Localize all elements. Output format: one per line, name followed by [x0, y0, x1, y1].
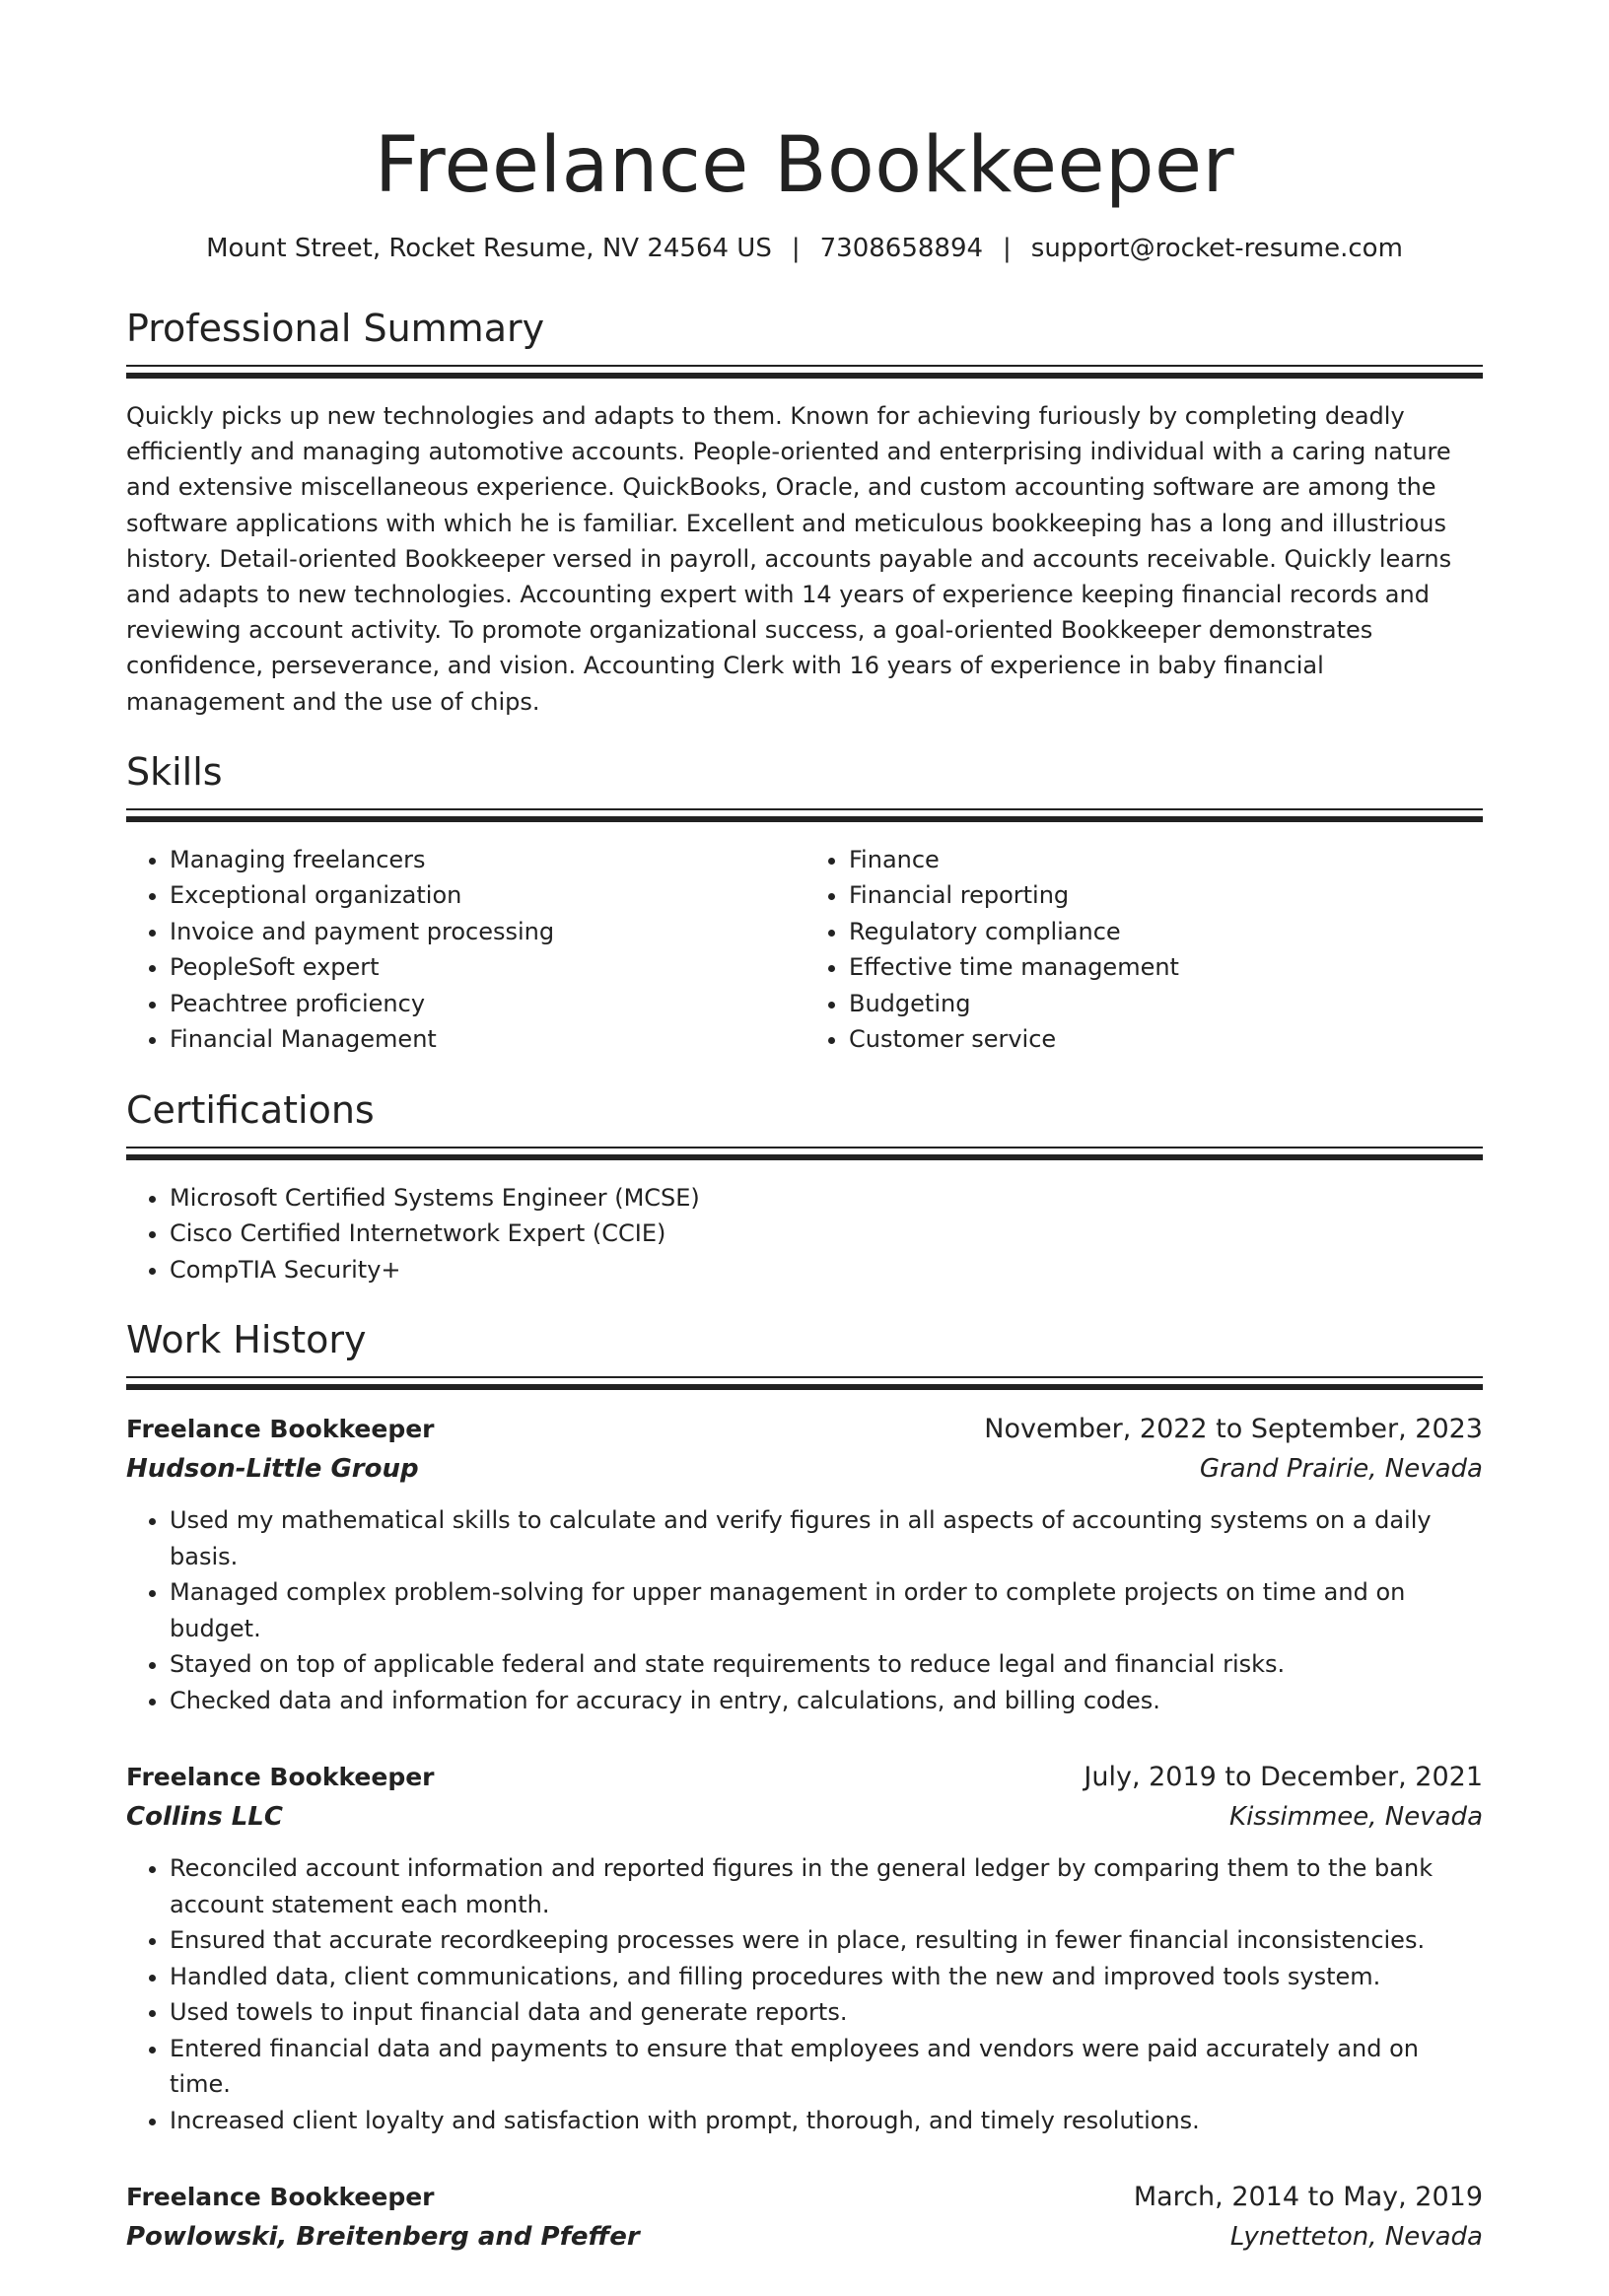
section-title-work-history: Work History: [126, 1318, 367, 1362]
skill-item: • Exceptional organization: [170, 877, 804, 914]
job-header-row: [126, 1758, 1483, 1797]
section-work-history: [126, 1315, 1483, 2257]
summary-text: Quickly picks up new technologies and adapts to them. Known for achieving furiously by completing deadly efficiently and managing automotive accounts. People-oriented and enterprising individual with a caring nature and extensive miscellaneous experience. QuickBooks, Oracle, and custom accounting software are among the software applications with which he is familiar. Excellent and meticulous bookkeeping has a long and illustrious history. Detail-oriented Bookkeeper versed in payroll, accounts payable and accounts receivable. Quickly learns and adapts to new technologies. Accounting expert with 14 years of experience keeping financial records and reviewing account activity. To promote organizational success, a goal-oriented Bookkeeper demonstrates confidence, perseverance, and vision. Accounting Clerk with 16 years of experience in baby financial management and the use of chips.: [126, 402, 1452, 716]
skill-item: • Effective time management: [849, 949, 1483, 986]
skill-item: • Financial reporting: [849, 877, 1483, 914]
section-divider: [126, 808, 1483, 822]
job-dates: March, 2014 to May, 2019: [1133, 2182, 1483, 2213]
job-company: Collins LLC: [126, 1802, 283, 1833]
job-dates: July, 2019 to December, 2021: [1084, 1762, 1483, 1793]
certifications-list: [126, 1180, 1483, 1288]
job-bullet: • Used towels to input financial data and generate reports.: [170, 1994, 1483, 2031]
contact-address: Mount Street, Rocket Resume, NV 24564 US: [206, 234, 772, 263]
job-title: Freelance Bookkeeper: [126, 1415, 435, 1444]
job-location: Kissimmee, Nevada: [1229, 1802, 1483, 1833]
job-bullet: • Used my mathematical skills to calculate and verify figures in all aspects of accounting systems on a daily basis.: [170, 1502, 1483, 1574]
resume-name: Freelance Bookkeeper: [374, 121, 1235, 210]
skills-list-right: [804, 842, 1483, 1058]
skill-item: • Regulatory compliance: [849, 914, 1483, 950]
section-divider: [126, 365, 1483, 379]
job-entry: [126, 2178, 1483, 2257]
job-location: Lynetteton, Nevada: [1229, 2222, 1483, 2253]
job-bullets: [126, 1502, 1483, 1718]
job-bullet: • Reconciled account information and reported figures in the general ledger by comparing them to the bank account statement each month.: [170, 1850, 1483, 1922]
job-company-row: [126, 1449, 1483, 1489]
job-title: Freelance Bookkeeper: [126, 1763, 435, 1792]
job-entry: [126, 1410, 1483, 1718]
certification-item: • CompTIA Security+: [170, 1252, 1483, 1288]
skills-list-left: [126, 842, 804, 1058]
job-bullets: [126, 1850, 1483, 2138]
job-bullet: • Increased client loyalty and satisfaction with prompt, thorough, and timely resolutions.: [170, 2103, 1483, 2139]
certification-item: • Cisco Certified Internetwork Expert (CCIE): [170, 1216, 1483, 1252]
job-company-row: [126, 1797, 1483, 1837]
contact-separator: |: [791, 234, 801, 263]
section-title-skills: Skills: [126, 749, 223, 794]
skill-item: • Invoice and payment processing: [170, 914, 804, 950]
job-location: Grand Prairie, Nevada: [1199, 1454, 1483, 1485]
section-title-summary: Professional Summary: [126, 307, 545, 350]
skill-item: • Financial Management: [170, 1021, 804, 1058]
section-summary: [126, 304, 1483, 720]
contact-separator: |: [1003, 234, 1012, 263]
job-bullet: • Managed complex problem-solving for upper management in order to complete projects on time and on budget.: [170, 1574, 1483, 1646]
job-entry: [126, 1758, 1483, 2138]
contact-phone: 7308658894: [819, 234, 984, 263]
resume-page: [126, 118, 1483, 2296]
section-skills: [126, 747, 1483, 1058]
job-bullet: • Stayed on top of applicable federal and state requirements to reduce legal and financial risks.: [170, 1646, 1483, 1683]
skills-columns: [126, 842, 1483, 1058]
job-bullet: • Ensured that accurate recordkeeping processes were in place, resulting in fewer financial inconsistencies.: [170, 1922, 1483, 1959]
skill-item: • PeopleSoft expert: [170, 949, 804, 986]
certification-item: • Microsoft Certified Systems Engineer (MCSE): [170, 1180, 1483, 1217]
job-bullet: • Handled data, client communications, and filling procedures with the new and improved tools system.: [170, 1959, 1483, 1995]
job-header-row: [126, 2178, 1483, 2217]
section-title-certifications: Certifications: [126, 1087, 375, 1132]
skill-item: • Finance: [849, 842, 1483, 878]
section-divider: [126, 1376, 1483, 1390]
skill-item: • Budgeting: [849, 986, 1483, 1022]
skill-item: • Managing freelancers: [170, 842, 804, 878]
job-company: Hudson-Little Group: [126, 1454, 419, 1485]
section-divider: [126, 1147, 1483, 1160]
contact-line: [126, 231, 1483, 266]
skill-item: • Customer service: [849, 1021, 1483, 1058]
job-title: Freelance Bookkeeper: [126, 2183, 435, 2212]
skill-item: • Peachtree proficiency: [170, 986, 804, 1022]
job-company-row: [126, 2217, 1483, 2257]
job-bullet: • Checked data and information for accuracy in entry, calculations, and billing codes.: [170, 1683, 1483, 1719]
contact-email: support@rocket-resume.com: [1030, 234, 1403, 263]
section-certifications: [126, 1085, 1483, 1288]
job-header-row: [126, 1410, 1483, 1449]
job-bullet: • Entered financial data and payments to ensure that employees and vendors were paid accurately and on time.: [170, 2031, 1483, 2103]
job-dates: November, 2022 to September, 2023: [984, 1414, 1483, 1445]
job-company: Powlowski, Breitenberg and Pfeffer: [126, 2222, 640, 2253]
